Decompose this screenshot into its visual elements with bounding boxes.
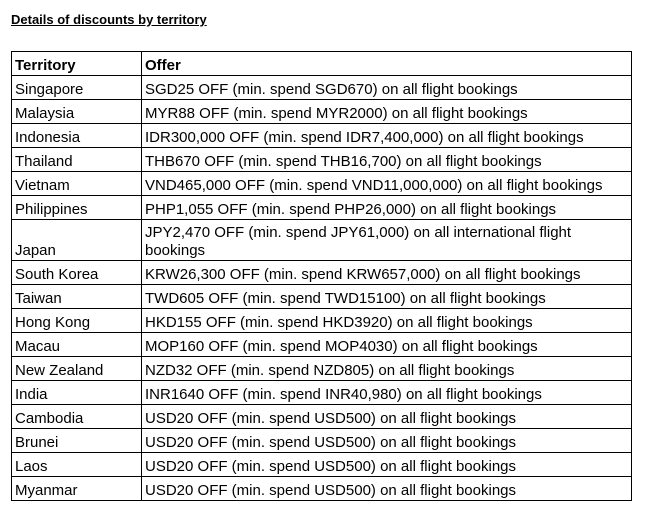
territory-cell: Malaysia [12, 100, 142, 124]
offer-cell: USD20 OFF (min. spend USD500) on all flight bookings [142, 405, 632, 429]
offer-cell: HKD155 OFF (min. spend HKD3920) on all flight bookings [142, 309, 632, 333]
territory-cell: Brunei [12, 429, 142, 453]
table-row [12, 333, 632, 357]
territory-cell: Cambodia [12, 405, 142, 429]
table-row [12, 405, 632, 429]
table-row [12, 124, 632, 148]
territory-cell: Macau [12, 333, 142, 357]
territory-cell: New Zealand [12, 357, 142, 381]
table-row [12, 285, 632, 309]
offer-cell: INR1640 OFF (min. spend INR40,980) on all flight bookings [142, 381, 632, 405]
territory-cell: Laos [12, 453, 142, 477]
territory-cell: Indonesia [12, 124, 142, 148]
territory-cell: Japan [12, 220, 142, 261]
table-row [12, 196, 632, 220]
table-row [12, 76, 632, 100]
territory-cell: South Korea [12, 261, 142, 285]
offer-cell: USD20 OFF (min. spend USD500) on all flight bookings [142, 453, 632, 477]
territory-cell: Singapore [12, 76, 142, 100]
territory-cell: Philippines [12, 196, 142, 220]
offer-cell: TWD605 OFF (min. spend TWD15100) on all flight bookings [142, 285, 632, 309]
territory-cell: Hong Kong [12, 309, 142, 333]
table-row [12, 172, 632, 196]
offer-cell: NZD32 OFF (min. spend NZD805) on all flight bookings [142, 357, 632, 381]
offer-cell: SGD25 OFF (min. spend SGD670) on all flight bookings [142, 76, 632, 100]
table-row [12, 477, 632, 501]
territory-cell: Taiwan [12, 285, 142, 309]
offer-cell: THB670 OFF (min. spend THB16,700) on all flight bookings [142, 148, 632, 172]
page-heading: Details of discounts by territory [11, 12, 207, 27]
territory-cell: Thailand [12, 148, 142, 172]
table-row [12, 261, 632, 285]
table-row [12, 453, 632, 477]
table-row [12, 100, 632, 124]
table-row [12, 148, 632, 172]
territory-cell: Vietnam [12, 172, 142, 196]
table-row [12, 309, 632, 333]
offer-cell: USD20 OFF (min. spend USD500) on all flight bookings [142, 477, 632, 501]
table-row [12, 381, 632, 405]
offer-cell: VND465,000 OFF (min. spend VND11,000,000) on all flight bookings [142, 172, 632, 196]
offer-cell: JPY2,470 OFF (min. spend JPY61,000) on all international flight bookings [142, 220, 632, 261]
offer-cell: KRW26,300 OFF (min. spend KRW657,000) on all flight bookings [142, 261, 632, 285]
territory-cell: India [12, 381, 142, 405]
table-header-row [12, 52, 632, 76]
offer-cell: IDR300,000 OFF (min. spend IDR7,400,000) on all flight bookings [142, 124, 632, 148]
column-header-offer: Offer [142, 52, 632, 76]
discounts-table [11, 51, 632, 501]
offer-cell: MYR88 OFF (min. spend MYR2000) on all flight bookings [142, 100, 632, 124]
offer-cell: PHP1,055 OFF (min. spend PHP26,000) on all flight bookings [142, 196, 632, 220]
territory-cell: Myanmar [12, 477, 142, 501]
column-header-territory: Territory [12, 52, 142, 76]
table-row [12, 429, 632, 453]
offer-cell: MOP160 OFF (min. spend MOP4030) on all flight bookings [142, 333, 632, 357]
table-row [12, 357, 632, 381]
offer-cell: USD20 OFF (min. spend USD500) on all flight bookings [142, 429, 632, 453]
table-row [12, 220, 632, 261]
